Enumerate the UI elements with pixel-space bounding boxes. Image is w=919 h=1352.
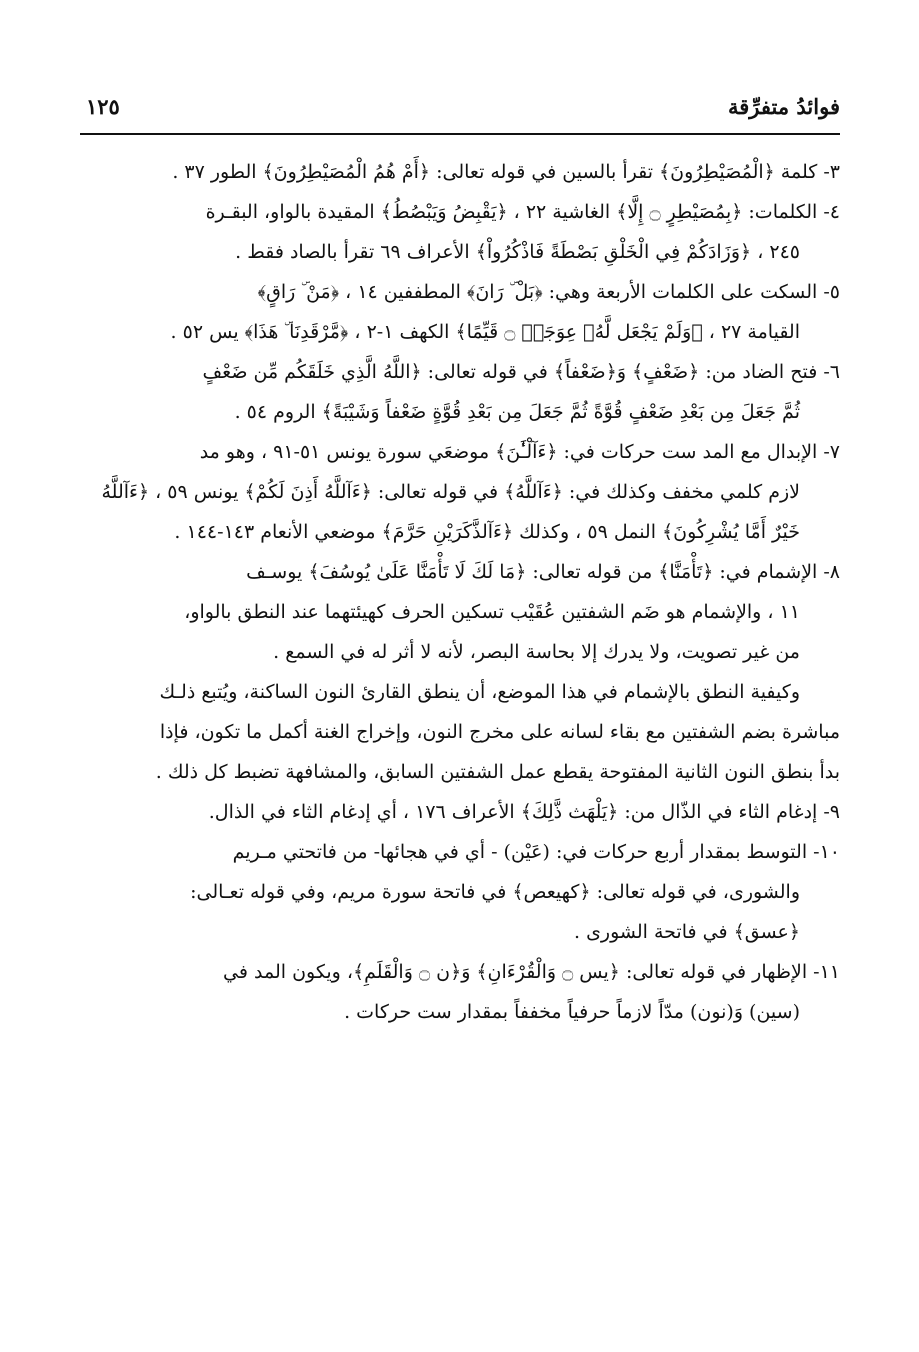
item-11-line-1: ١١- الإظهار في قوله تعالى: ﴿يس ۝ وَالْقُرْءَانِ﴾ وَ﴿ن ۝ وَالْقَلَمِ﴾، ويكون المد في (223, 961, 840, 983)
header-rule (80, 133, 840, 135)
item-8-line-1: ٨- الإشمام في: ﴿تَأْمَنَّا﴾ من قوله تعالى: ﴿مَا لَكَ لَا تَأْمَنَّا عَلَىٰ يُوسُفَ﴾ يوسـف (246, 561, 840, 583)
item-4-line-1: ٤- الكلمات: ﴿بِمُصَيْطِرٍ ۝ إِلَّا﴾ الغاشية ٢٢ ، ﴿يَقْبِضُ وَيَبْصُطُ﴾ المقيدة بالواو، البقـرة (205, 201, 840, 223)
item-8-line-3: من غير تصويت، ولا يدرك إلا بحاسة البصر، لأنه لا أثر له في السمع . (273, 641, 800, 663)
item-9-line-1: ٩- إدغام الثاء في الذّال من: ﴿يَلْهَث ذَّلِكَ﴾ الأعراف ١٧٦ ، أي إدغام الثاء في الذال. (208, 801, 840, 823)
item-7-line-1: ٧- الإبدال مع المد ست حركات في: ﴿ءَآلْـَٰٔنَ﴾ موضعَي سورة يونس ٥١-٩١ ، وهو مد (199, 441, 840, 463)
running-title: فوائدُ متفرِّقة (728, 94, 840, 119)
body-text (80, 152, 840, 1032)
ishmam-paragraph-line-2: مباشرة بضم الشفتين مع بقاء لسانه على مخرج النون، وإخراج الغنة أكمل ما تكون، فإذا (159, 721, 840, 743)
item-5-line-1: ٥- السكت على الكلمات الأربعة وهي: ﴿بَلْ ۜ رَانَ﴾ المطففين ١٤ ، ﴿مَنْ ۜ رَاقٍ﴾ (257, 281, 840, 303)
item-10-line-2: والشورى، في قوله تعالى: ﴿كهيعص﴾ في فاتحة سورة مريم، وفي قوله تعـالى: (190, 881, 800, 903)
item-3-line-1: ٣- كلمة ﴿الْمُصَيْطِرُونَ﴾ تقرأ بالسين في قوله تعالى: ﴿أَمْ هُمُ الْمُصَيْطِرُونَ﴾ الطور ٣٧ . (172, 161, 840, 183)
item-7-line-3: خَيْرٌ أَمَّا يُشْرِكُونَ﴾ النمل ٥٩ ، وكذلك ﴿ءَآلذَّكَرَيْنِ حَرَّمَ﴾ موضعي الأنعام ١٤٣-١٤٤ . (174, 521, 800, 543)
page-header (80, 94, 840, 128)
item-4-line-2: ٢٤٥ ، ﴿وَزَادَكُمْ فِي الْخَلْقِ بَصْطَةً فَاذْكُرُواْ﴾ الأعراف ٦٩ تقرأ بالصاد فقط . (235, 241, 800, 263)
item-10-line-3: ﴿عسق﴾ في فاتحة الشورى . (573, 921, 800, 943)
ishmam-paragraph-line-3: بدأ بنطق النون الثانية المفتوحة يقطع عمل الشفتين السابق، والمشافهة تضبط كل ذلك . (155, 761, 840, 783)
item-6-line-2: ثُمَّ جَعَلَ مِن بَعْدِ ضَعْفٍ قُوَّةً ثُمَّ جَعَلَ مِن بَعْدِ قُوَّةٍ ضَعْفاً وَشَيْبَةً﴾ الروم ٥٤ . (234, 401, 800, 423)
page-number: ١٢٥ (86, 94, 120, 119)
item-11-line-2: (سين) وَ(نون) مدّاً لازماً حرفياً مخففاً بمقدار ست حركات . (344, 1001, 800, 1023)
ishmam-paragraph-line-1: وكيفية النطق بالإشمام في هذا الموضع، أن ينطق القارئ النون الساكنة، ويُتبع ذلـك (159, 681, 800, 703)
item-5-line-2: القيامة ٢٧ ، ﴿وَلَمْ يَجْعَل لَّهُۥ عِوَجَاۜ ۝ قَيِّمًا﴾ الكهف ١-٢ ، ﴿مَّرْقَدِنَا ۜ هَذَا﴾ يس ٥٢ . (170, 321, 800, 343)
item-7-line-2: لازم كلمي مخفف وكذلك في: ﴿ءَآللَّهُ﴾ في قوله تعالى: ﴿ءَآللَّهُ أَذِنَ لَكُمْ﴾ يونس ٥٩ ، ﴿ءَآللَّهُ (101, 481, 800, 503)
item-6-line-1: ٦- فتح الضاد من: ﴿ضَعْفٍ﴾ وَ﴿ضَعْفاً﴾ في قوله تعالى: ﴿اللَّهُ الَّذِي خَلَقَكُم مِّن ضَعْفٍ (202, 361, 840, 383)
item-10-line-1: ١٠- التوسط بمقدار أربع حركات في: (عَيْن) - أي في هجائها- من فاتحتي مـريم (232, 841, 840, 863)
item-8-line-2: ١١ ، والإشمام هو ضَم الشفتين عُقَيْب تسكين الحرف كهيئتهما عند النطق بالواو، (184, 601, 800, 623)
